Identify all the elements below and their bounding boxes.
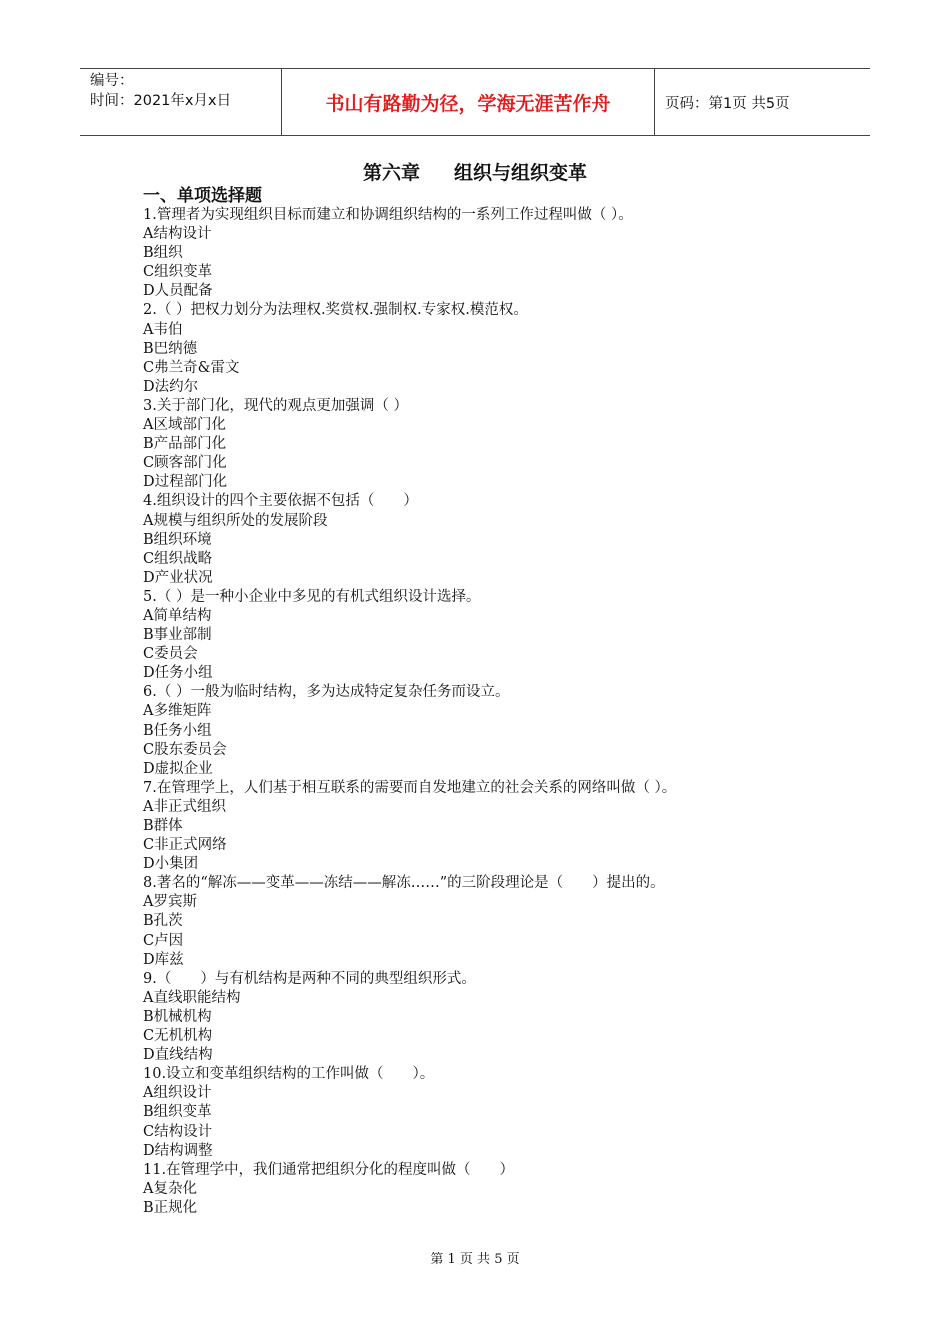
answer-option: D产业状况 <box>143 569 213 586</box>
question-stem: 1.管理者为实现组织目标而建立和协调组织结构的一系列工作过程叫做（ ）。 <box>143 207 633 223</box>
answer-option: A组织设计 <box>143 1085 212 1102</box>
document-number-label: 编号： <box>90 73 134 89</box>
answer-option: C顾客部门化 <box>143 455 227 472</box>
question-stem: 3.关于部门化，现代的观点更加强调（ ） <box>143 397 408 414</box>
question-list <box>143 206 863 1218</box>
question-stem: 2.（ ）把权力划分为法理权.奖赏权.强制权.专家权.模范权。 <box>143 302 528 319</box>
question-stem: 11.在管理学中，我们通常把组织分化的程度叫做（ ） <box>143 1161 515 1178</box>
question-stem: 6.（ ）一般为临时结构，多为达成特定复杂任务而设立。 <box>143 684 510 701</box>
answer-option: A罗宾斯 <box>143 894 197 911</box>
header-motto: 书山有路勤为径，学海无涯苦作舟 <box>281 69 655 135</box>
answer-option: D结构调整 <box>143 1142 213 1159</box>
answer-option: B机械机构 <box>143 1008 212 1025</box>
answer-option: A非正式组织 <box>143 798 226 815</box>
question-stem: 8.著名的“解冻——变革——冻结——解冻……”的三阶段理论是（ ）提出的。 <box>143 875 665 892</box>
answer-option: C委员会 <box>143 646 198 663</box>
answer-option: C组织变革 <box>143 264 213 281</box>
answer-option: D直线结构 <box>143 1047 213 1064</box>
answer-option: D法约尔 <box>143 378 199 395</box>
answer-option: D虚拟企业 <box>143 760 213 777</box>
answer-option: B组织 <box>143 245 183 262</box>
question-stem: 9.（ ）与有机结构是两种不同的典型组织形式。 <box>143 970 476 987</box>
answer-option: B产品部门化 <box>143 436 227 453</box>
answer-option: C非正式网络 <box>143 837 227 854</box>
question-stem: 5.（ ）是一种小企业中多见的有机式组织设计选择。 <box>143 588 481 605</box>
answer-option: A结构设计 <box>143 226 212 243</box>
chapter-title <box>0 158 950 185</box>
header-meta <box>80 69 281 135</box>
answer-option: A复杂化 <box>143 1180 197 1197</box>
question-stem: 7.在管理学上，人们基于相互联系的需要而自发地建立的社会关系的网络叫做（ ）。 <box>143 779 677 796</box>
answer-option: C卢因 <box>143 932 184 949</box>
answer-option: B孔茨 <box>143 913 183 930</box>
answer-option: A规模与组织所处的发展阶段 <box>143 512 328 529</box>
answer-option: D库兹 <box>143 951 184 968</box>
answer-option: D小集团 <box>143 856 199 873</box>
answer-option: C结构设计 <box>143 1123 213 1140</box>
answer-option: A韦伯 <box>143 321 183 338</box>
header-page-info: 页码：第1页 共5页 <box>665 95 790 112</box>
answer-option: A多维矩阵 <box>143 703 212 720</box>
document-date-label: 时间：2021年x月x日 <box>90 93 232 109</box>
answer-option: C弗兰奇&雷文 <box>143 359 240 376</box>
answer-option: A简单结构 <box>143 607 212 624</box>
document-body <box>143 186 863 1218</box>
answer-option: C组织战略 <box>143 550 213 567</box>
answer-option: A区域部门化 <box>143 417 226 434</box>
answer-option: B组织环境 <box>143 531 212 548</box>
answer-option: B事业部制 <box>143 627 212 644</box>
answer-option: B群体 <box>143 818 183 834</box>
answer-option: D过程部门化 <box>143 474 228 491</box>
answer-option: A直线职能结构 <box>143 989 241 1006</box>
page-header <box>80 68 870 136</box>
question-stem: 4.组织设计的四个主要依据不包括（ ） <box>143 493 418 510</box>
answer-option: B巴纳德 <box>143 340 198 357</box>
page-footer: 第 1 页 共 5 页 <box>430 1252 520 1267</box>
answer-option: D人员配备 <box>143 283 213 300</box>
section-title: 一、单项选择题 <box>143 186 262 206</box>
question-stem: 10.设立和变革组织结构的工作叫做（ ）。 <box>143 1066 435 1083</box>
answer-option: B任务小组 <box>143 722 212 739</box>
answer-option: B组织变革 <box>143 1104 212 1121</box>
answer-option: C无机机构 <box>143 1028 213 1045</box>
answer-option: C股东委员会 <box>143 741 227 758</box>
chapter-name: 组织与组织变革 <box>454 162 588 184</box>
answer-option: B正规化 <box>143 1199 198 1216</box>
chapter-number: 第六章 <box>362 162 420 184</box>
answer-option: D任务小组 <box>143 665 213 682</box>
